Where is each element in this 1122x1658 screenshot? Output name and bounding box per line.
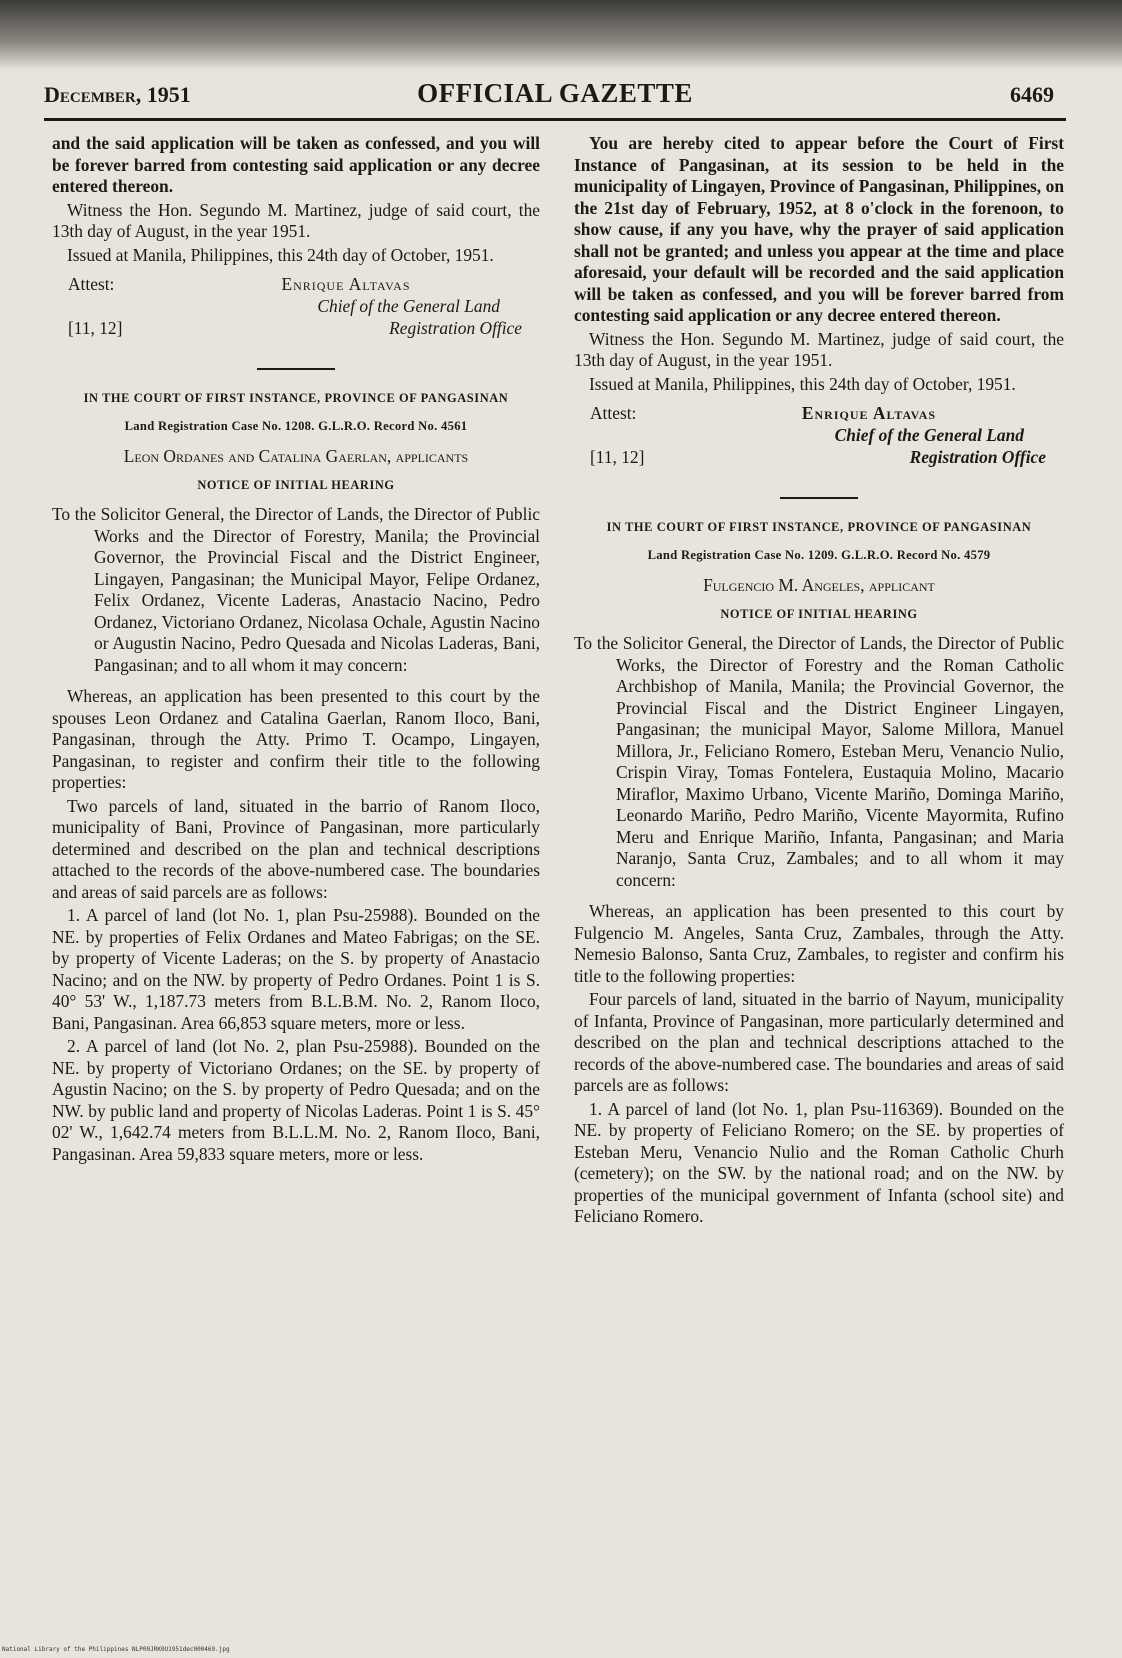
attest-title-line2: Registration Office xyxy=(389,318,522,338)
body-paragraph: 2. A parcel of land (lot No. 2, plan Psu-25988). Bounded on the NE. by property of Victoriano Ordanes; on the SE. by property of Agustin Nacino; on the S. by property of Pedro Quesada; and on the NW. by public land and property of Nicolas Laderas. Point 1 is S. 45° 02' W., 1,642.74 meters from B.L.L.M. No. 2, Ranom Iloco, Bani, Pangasinan. Area 59,833 square meters, more or less. xyxy=(52,1036,540,1164)
case-record: Land Registration Case No. 1208. G.L.R.O. Record No. 4561 xyxy=(124,419,468,433)
addressee-block: To the Solicitor General, the Director of Lands, the Director of Public Works, the Director of Forestry and the Roman Catholic Archbishop of Manila, Manila; the Provincial Governor, the Provincial Fiscal and the District Engineer Lingayen, Pangasinan; the municipal Mayor, Salome Millora, Manuel Millora, Jr., Feliciano Romero, Esteban Meru, Venancio Nulio, Crispin Viray, Tomas Fontelera, Eustaquia Molino, Macario Miraflor, Maximo Urbano, Vicente Mariño, Dominga Mariño, Leonardo Mariño, Pedro Mariño, Vicente Mayormita, Rufino Meru and Enrique Mariño, Infanta, Pangasinan; and Maria Naranjo, Santa Cruz, Zambales; and to all whom it may concern: xyxy=(574,633,1064,890)
notice-heading: NOTICE OF INITIAL HEARING xyxy=(197,477,395,492)
attest-name: Enrique Altavas xyxy=(281,274,411,294)
attest-number: [11, 12] xyxy=(590,447,645,467)
page-header xyxy=(44,78,1066,121)
court-heading: IN THE COURT OF FIRST INSTANCE, PROVINCE OF PANGASINAN xyxy=(83,391,509,405)
right-intro-paragraph: You are hereby cited to appear before the Court of First Instance of Pangasinan, at its session to be held in the municipality of Lingayen, Province of Pangasinan, Philippines, on the 21st day of February, 1952, at 8 o'clock in the forenoon, to show cause, if any you have, why the prayer of said application shall not be granted; and unless you appear at the time and place aforesaid, your default will be recorded and the said application will be taken as confessed, and you will be forever barred from contesting said application or any decree entered thereon. xyxy=(574,133,1064,325)
right-issued-paragraph: Issued at Manila, Philippines, this 24th day of October, 1951. xyxy=(589,373,1016,394)
attest-title-line1: Chief of the General Land xyxy=(834,425,1024,445)
applicants: Leon Ordanes and Catalina Gaerlan, applicants xyxy=(123,445,469,466)
right-attest-block xyxy=(574,403,1064,481)
attest-name: Enrique Altavas xyxy=(801,403,937,423)
left-attest-block xyxy=(52,274,540,352)
scan-footer: National Library of the Philippines NLP00JRK0U1951dec000469.jpg xyxy=(2,1646,230,1653)
case-record: Land Registration Case No. 1209. G.L.R.O. Record No. 4579 xyxy=(647,548,991,562)
addressee-block: To the Solicitor General, the Director of Lands, the Director of Public Works and the Director of Forestry, Manila; the Provincial Governor, the Provincial Fiscal and the District Engineer, Lingayen, Pangasinan; the Municipal Mayor, Felipe Ordanez, Felix Ordanez, Vicente Laderas, Anastacio Nacino, Pedro Ordanez, Victoriano Ordanez, Nicolasa Ochale, Agustin Nacino or Augustin Nacino, Pedro Quesada and Nicolas Laderas, Bani, Pangasinan; and to all whom it may concern: xyxy=(52,504,540,675)
body-paragraph: 1. A parcel of land (lot No. 1, plan Psu-25988). Bounded on the NE. by properties of Felix Ordanes and Mateo Fabrigas; on the SE. by property of Vicente Laderas; on the S. by property of Anastacio Nacino; and on the NW. by property of Pedro Ordanes. Point 1 is S. 40° 53' W., 1,187.73 meters from B.L.B.M. No. 2, Ranom Iloco, Bani, Pangasinan. Area 66,853 square meters, more or less. xyxy=(52,905,540,1033)
court-heading: IN THE COURT OF FIRST INSTANCE, PROVINCE OF PANGASINAN xyxy=(606,520,1032,534)
body-paragraph: Four parcels of land, situated in the barrio of Nayum, municipality of Infanta, Province of Pangasinan, more particularly determined and described on the plan and technical descriptions attached to the records of the above-numbered case. The boundaries and areas of said parcels are as follows: xyxy=(574,989,1064,1095)
section-divider xyxy=(780,497,858,499)
right-column xyxy=(574,133,1064,1228)
body-paragraph: Whereas, an application has been presented to this court by Fulgencio M. Angeles, Santa Cruz, Zambales, through the Atty. Nemesio Balonso, Santa Cruz, Zambales, to register and confirm his title to the following properties: xyxy=(574,901,1064,986)
body-paragraph: 1. A parcel of land (lot No. 1, plan Psu-116369). Bounded on the NE. by property of Feliciano Romero; on the SE. by properties of Esteban Meru, Venancio Nulio and the Roman Catholic Churh (cemetery); on the SW. by the national road; and on the NW. by properties of the municipal government of Infanta (school site) and Feliciano Romero. xyxy=(574,1098,1064,1226)
left-witness-paragraph: Witness the Hon. Segundo M. Martinez, judge of said court, the 13th day of August, in the year 1951. xyxy=(52,199,540,241)
body-paragraph: Whereas, an application has been presented to this court by the spouses Leon Ordanez and Catalina Gaerlan, Ranom Iloco, Bani, Pangasinan, through the Atty. Primo T. Ocampo, Lingayen, Pangasinan, to register and confirm their title to the following properties: xyxy=(52,686,540,792)
left-intro-paragraph: and the said application will be taken as confessed, and you will be forever barred from contesting said application or any decree entered thereon. xyxy=(52,133,540,196)
body-paragraph: Two parcels of land, situated in the barrio of Ranom Iloco, municipality of Bani, Province of Pangasinan, more particularly determined and described on the plan and technical descriptions attached to the records of the above-numbered case. The boundaries and areas of said parcels are as follows: xyxy=(52,795,540,902)
attest-label: Attest: xyxy=(68,274,115,294)
attest-label: Attest: xyxy=(590,403,637,423)
header-page-number: 6469 xyxy=(1010,82,1054,107)
header-date: December, 1951 xyxy=(44,82,191,107)
attest-title-line2: Registration Office xyxy=(909,447,1046,467)
attest-number: [11, 12] xyxy=(68,318,123,338)
left-column xyxy=(52,133,540,1165)
header-title: OFFICIAL GAZETTE xyxy=(417,78,693,108)
notice-heading: NOTICE OF INITIAL HEARING xyxy=(720,606,918,621)
section-divider xyxy=(257,368,335,370)
left-issued-paragraph: Issued at Manila, Philippines, this 24th day of October, 1951. xyxy=(67,244,494,265)
attest-title-line1: Chief of the General Land xyxy=(317,296,500,316)
applicants: Fulgencio M. Angeles, applicant xyxy=(703,574,935,595)
scan-shadow xyxy=(0,0,1122,70)
right-witness-paragraph: Witness the Hon. Segundo M. Martinez, judge of said court, the 13th day of August, in the year 1951. xyxy=(574,328,1064,370)
